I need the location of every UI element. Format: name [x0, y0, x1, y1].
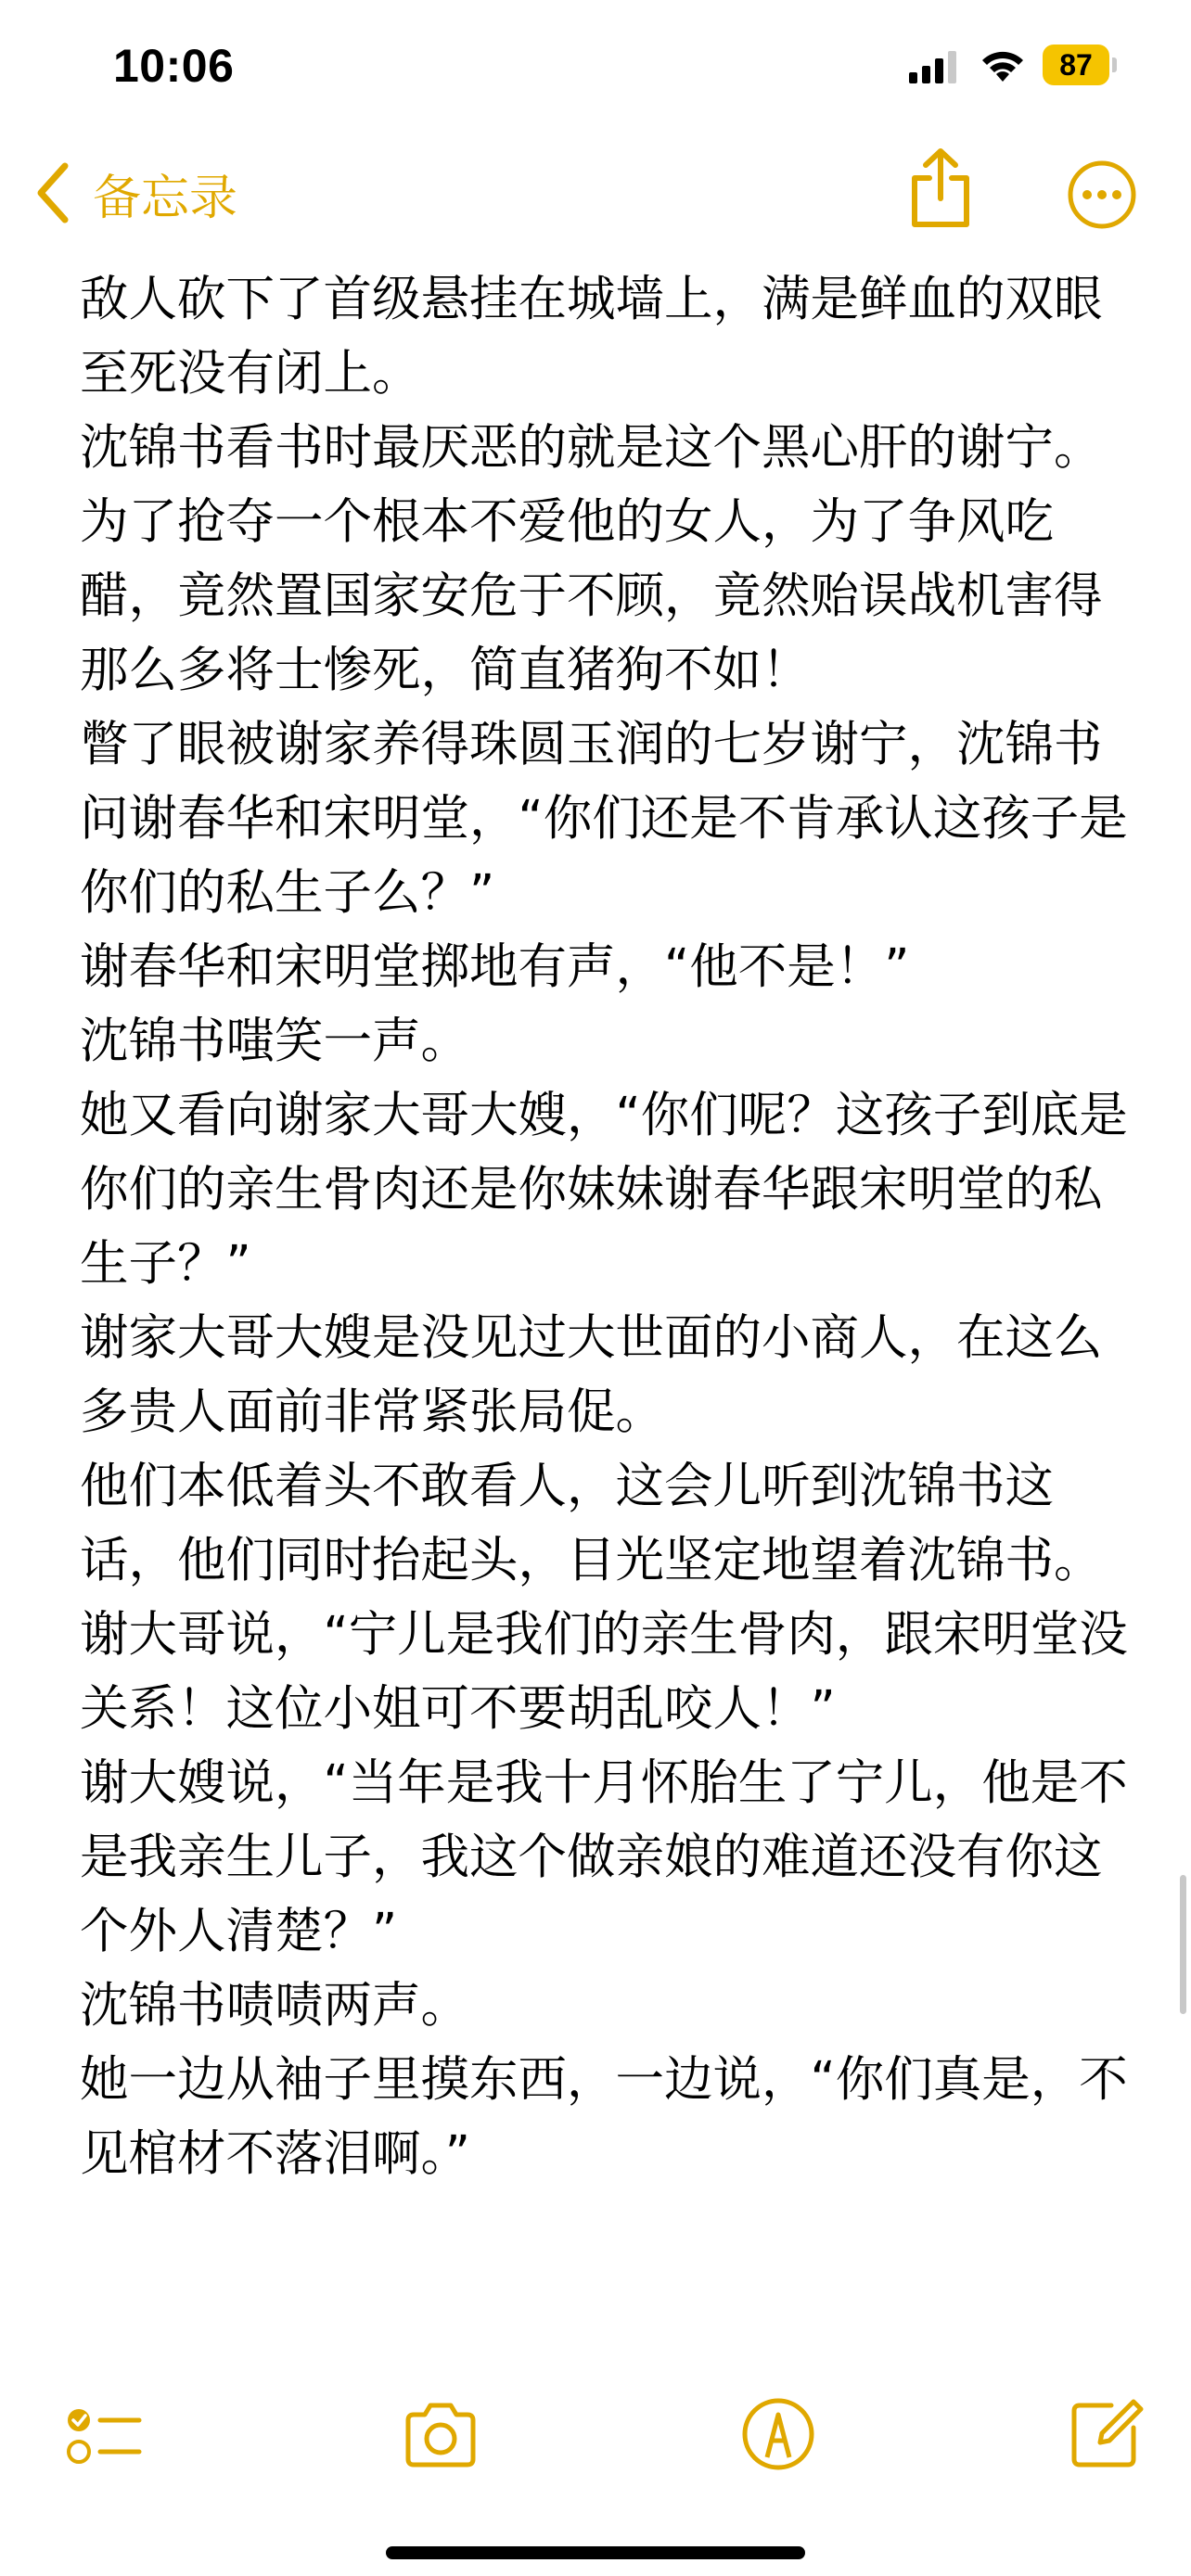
- note-paragraph: 他们本低着头不敢看人，这会儿听到沈锦书这话，他们同时抬起头，目光坚定地望着沈锦书。: [80, 1458, 1103, 1588]
- note-paragraph: 谢家大哥大嫂是没见过大世面的小商人，在这么多贵人面前非常紧张局促。: [80, 1309, 1103, 1440]
- note-paragraph: 她又看向谢家大哥大嫂，“你们呢？这孩子到底是你们的亲生骨肉还是你妹妹谢春华跟宋明堂的私生子？”: [80, 1087, 1128, 1292]
- status-bar: [0, 0, 1191, 130]
- cellular-signal-icon: [909, 50, 957, 83]
- share-icon[interactable]: [907, 147, 974, 230]
- note-paragraph: 为了抢夺一个根本不爱他的女人，为了争风吃醋，竟然置国家安危于不顾，竟然贻误战机害得那么多将士惨死，简直猪狗不如！: [80, 493, 1103, 698]
- compose-icon[interactable]: [1063, 2392, 1146, 2476]
- nav-bar: [0, 139, 1191, 250]
- note-paragraph: 她一边从袖子里摸东西，一边说，“你们真是，不见棺材不落泪啊。”: [80, 2051, 1128, 2182]
- note-paragraph: 沈锦书嗤笑一声。: [80, 1013, 470, 1069]
- note-paragraph: 沈锦书看书时最厌恶的就是这个黑心肝的谢宁。: [80, 419, 1103, 476]
- wifi-icon: [979, 46, 1027, 83]
- note-paragraph: 谢大嫂说，“当年是我十月怀胎生了宁儿，他是不是我亲生儿子，我这个做亲娘的难道还没有你这个外人清楚？”: [80, 1754, 1128, 1959]
- back-button[interactable]: [33, 156, 237, 230]
- battery-tip: [1112, 57, 1117, 72]
- note-paragraph: 谢大哥说，“宁儿是我们的亲生骨肉，跟宋明堂没关系！这位小姐可不要胡乱咬人！”: [80, 1606, 1128, 1737]
- more-icon[interactable]: [1067, 159, 1137, 230]
- markup-icon[interactable]: [736, 2392, 820, 2476]
- bottom-toolbar: [0, 2374, 1191, 2494]
- battery-level: 87: [1043, 45, 1109, 85]
- checklist-icon[interactable]: [61, 2392, 145, 2476]
- camera-icon[interactable]: [399, 2392, 482, 2476]
- home-indicator[interactable]: [386, 2546, 805, 2559]
- note-paragraph: 敌人砍下了首级悬挂在城墙上，满是鲜血的双眼至死没有闭上。: [80, 271, 1103, 402]
- chevron-left-icon: [33, 160, 72, 225]
- back-label: 备忘录: [93, 170, 238, 226]
- note-paragraph: 沈锦书啧啧两声。: [80, 1977, 470, 2034]
- scroll-indicator[interactable]: [1180, 1875, 1186, 2014]
- status-time: 10:06: [113, 40, 235, 92]
- note-paragraph: 谢春华和宋明堂掷地有声，“他不是！”: [80, 938, 910, 995]
- note-body[interactable]: [80, 262, 1137, 2191]
- battery-icon: [1043, 45, 1119, 85]
- note-paragraph: 瞥了眼被谢家养得珠圆玉润的七岁谢宁，沈锦书问谢春华和宋明堂，“你们还是不肯承认这孩子是你们的私生子么？”: [80, 716, 1128, 921]
